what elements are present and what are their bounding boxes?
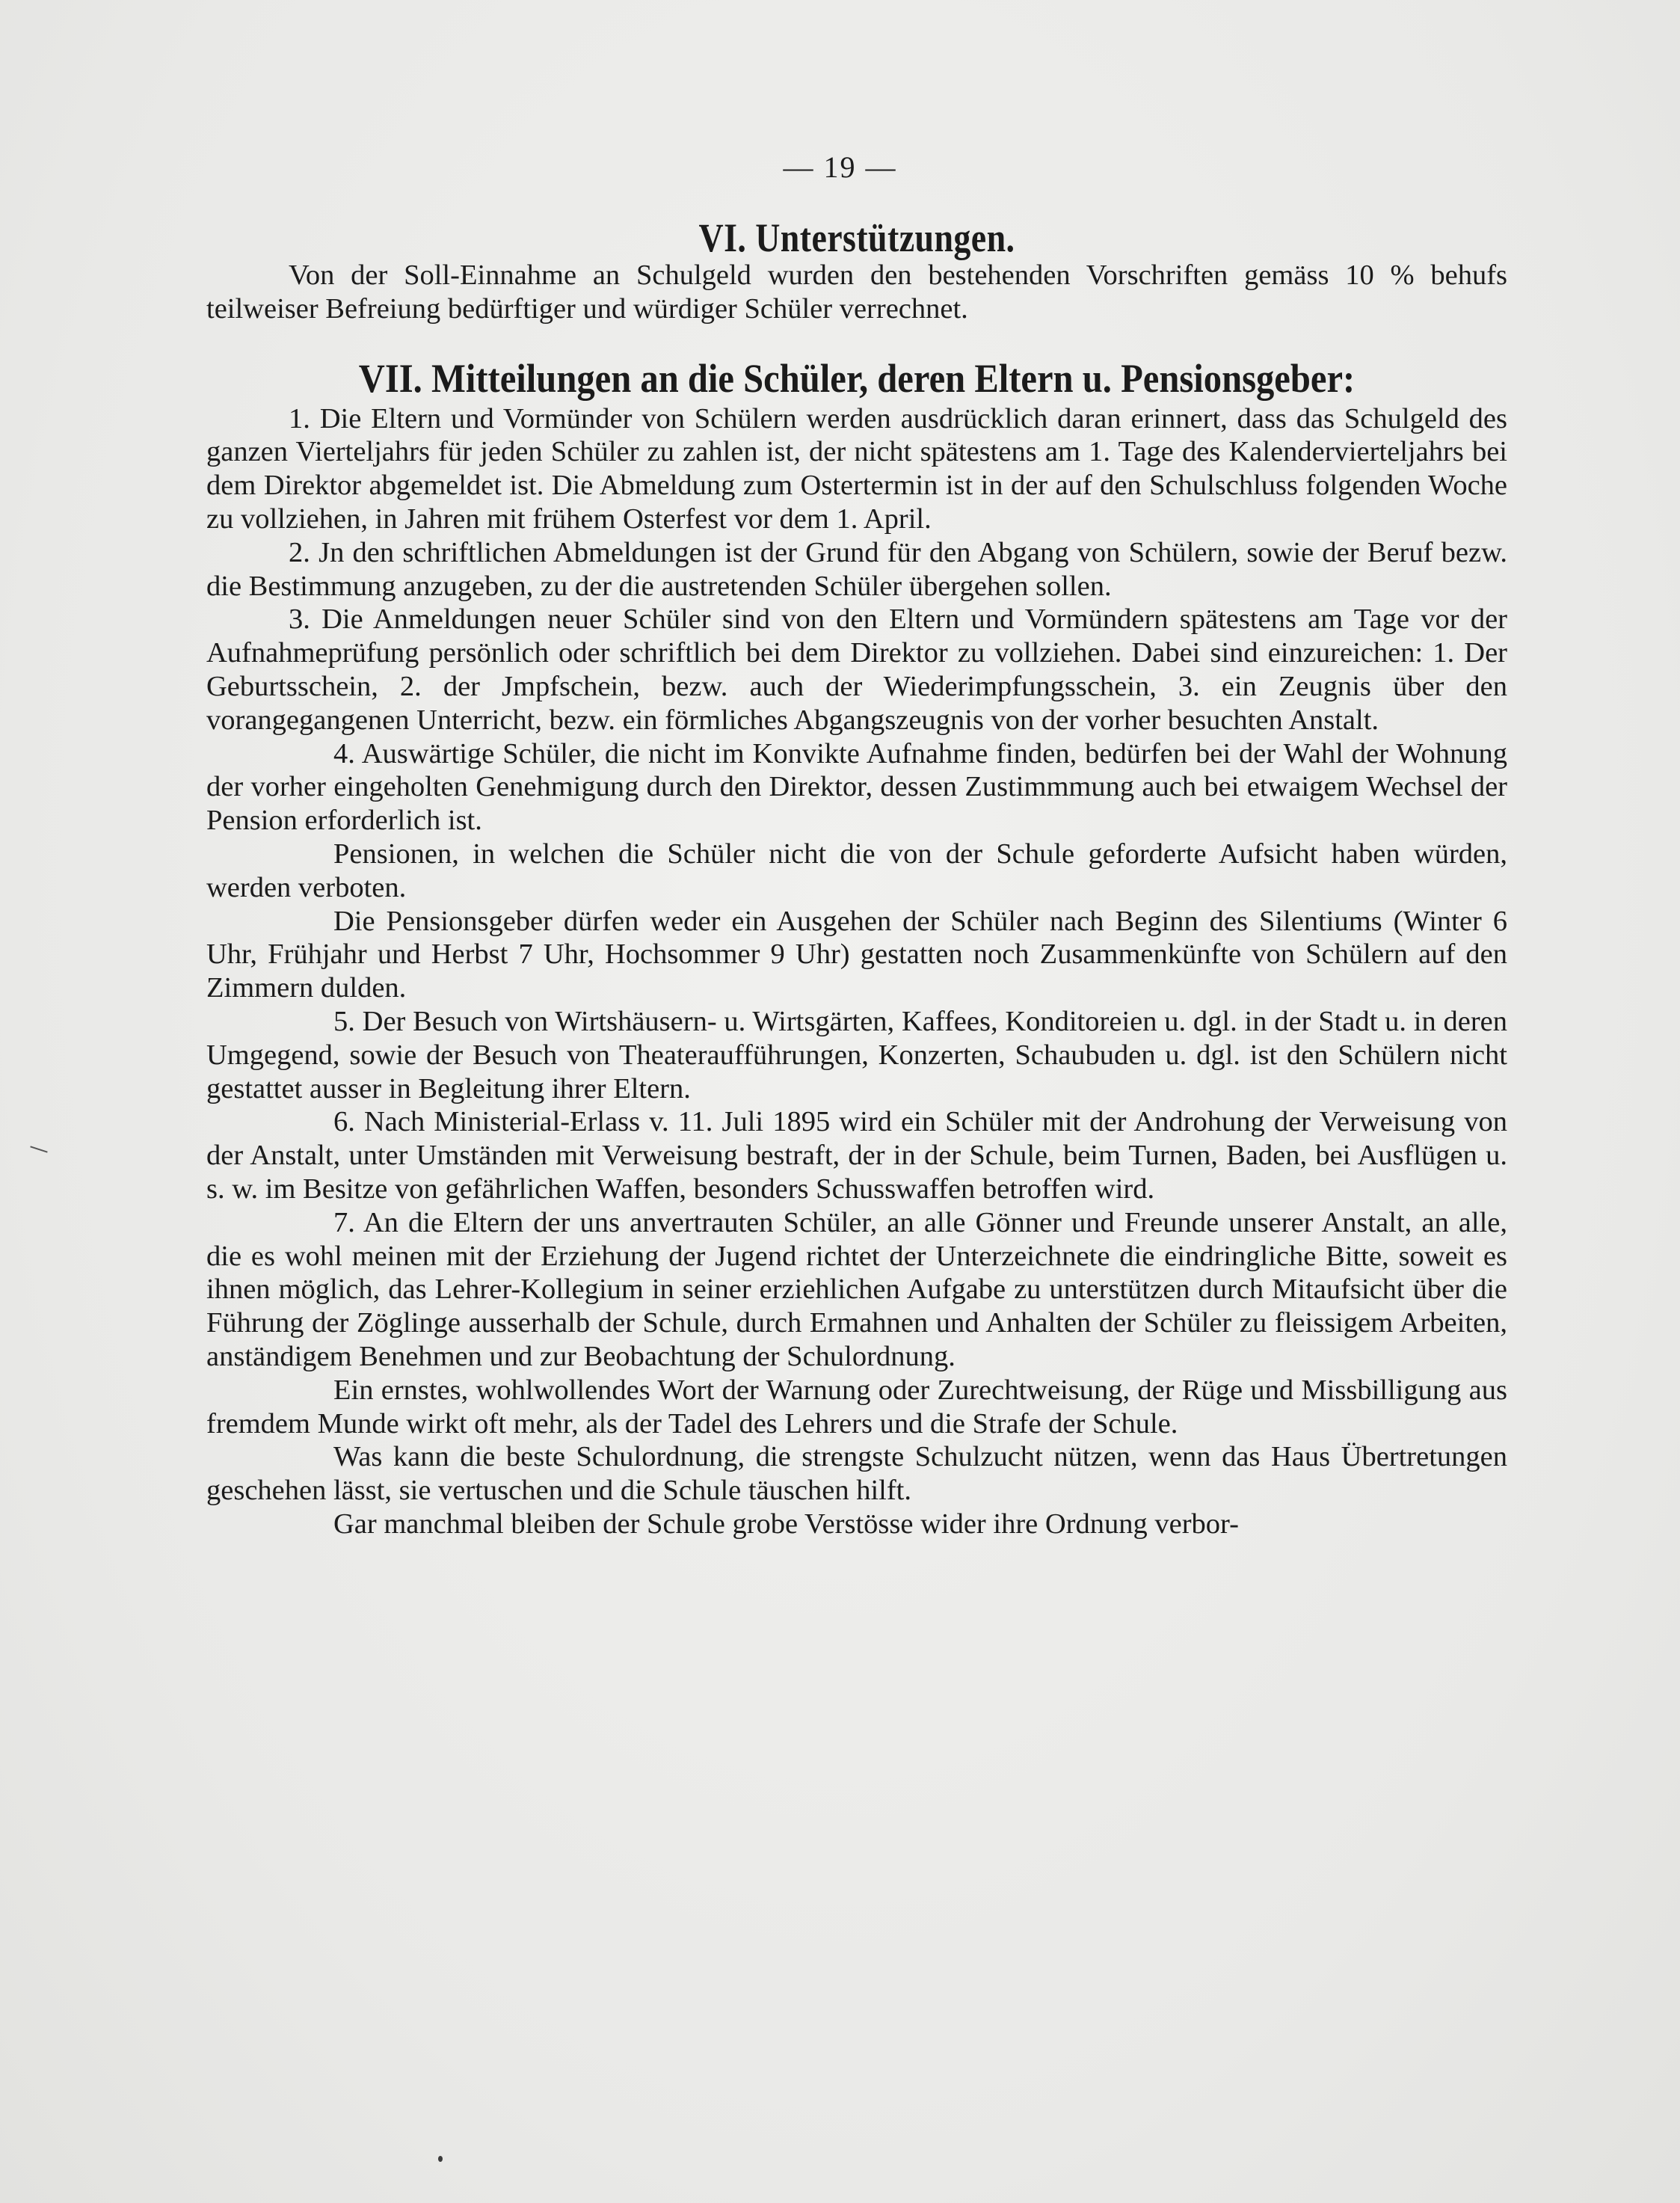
paragraph-item-4: 4. Auswärtige Schüler, die nicht im Konvikte Aufnahme finden, bedürfen bei der Wahl der Wohnung der vorher eingeholten Genehmigung durch den Direktor, dessen Zustimmmung auch bei etwaigem Wechsel der Pension erforderlich ist. xyxy=(206,737,1507,837)
section-vii-heading: VII. Mitteilungen an die Schüler, deren Eltern u. Pensionsgeber: xyxy=(358,355,1356,401)
paragraph-pensionen: Pensionen, in welchen die Schüler nicht die von der Schule geforderte Aufsicht haben würden, werden verboten. xyxy=(206,838,1507,903)
ink-speck xyxy=(438,2156,443,2162)
page-body xyxy=(206,217,1507,1541)
margin-mark xyxy=(30,1146,47,1152)
section-vi-paragraph: Von der Soll-Einnahme an Schulgeld wurden den bestehenden Vorschriften gemäss 10 % behufs teilweiser Befreiung bedürftiger und würdiger Schüler verrechnet. xyxy=(206,259,1507,325)
paragraph-item-3: 3. Die Anmeldungen neuer Schüler sind von den Eltern und Vormündern spätestens am Tage vor der Aufnahmeprüfung persönlich oder schriftlich bei dem Direktor zu vollziehen. Dabei sind einzureichen: 1. Der Geburtsschein, 2. der Jmpfschein, bezw. auch der Wiederimpfungsschein, 3. ein Zeugnis über den vorangegangenen Unterricht, bezw. ein förmliches Abgangszeugnis von der vorher besuchten Anstalt. xyxy=(206,603,1507,736)
paragraph-item-2: 2. Jn den schriftlichen Abmeldungen ist der Grund für den Abgang von Schülern, sowie der Beruf bezw. die Bestimmung anzugeben, zu der die austretenden Schüler übergehen sollen. xyxy=(206,536,1507,602)
paragraph-item-7: 7. An die Eltern der uns anvertrauten Schüler, an alle Gönner und Freunde unserer Anstalt, an alle, die es wohl meinen mit der Erziehung der Jugend richtet der Unterzeichnete die eindringliche Bitte, soweit es ihnen möglich, das Lehrer-Kollegium in seiner erziehlichen Aufgabe zu unterstützen durch Mitaufsicht über die Führung der Zöglinge ausserhalb der Schule, durch Ermahnen und Anhalten der Schüler zu fleissigem Arbeiten, anständigem Benehmen und zur Beobachtung der Schulordnung. xyxy=(206,1206,1507,1372)
section-vi-heading: VI. Unterstützungen. xyxy=(698,215,1015,260)
paragraph-item-6: 6. Nach Ministerial-Erlass v. 11. Juli 1895 wird ein Schüler mit der Androhung der Verweisung von der Anstalt, unter Umständen mit Verweisung bestraft, der in der Schule, beim Turnen, Baden, bei Ausflügen u. s. w. im Besitze von gefährlichen Waffen, besonders Schusswaffen betroffen wird. xyxy=(206,1106,1507,1205)
paragraph-continued: Gar manchmal bleiben der Schule grobe Verstösse wider ihre Ordnung verbor- xyxy=(333,1508,1239,1540)
paragraph-item-5: 5. Der Besuch von Wirtshäusern- u. Wirtsgärten, Kaffees, Konditoreien u. dgl. in der Stadt u. in deren Umgegend, sowie der Besuch von Theateraufführungen, Konzerten, Schaubuden u. dgl. ist den Schülern nicht gestattet ausser in Begleitung ihrer Eltern. xyxy=(206,1005,1507,1104)
paragraph-item-1: 1. Die Eltern und Vormünder von Schülern werden ausdrücklich daran erinnert, dass das Schulgeld des ganzen Vierteljahrs für jeden Schüler zu zahlen ist, der nicht spätestens am 1. Tage des Kalendervierteljahrs bei dem Direktor abgemeldet ist. Die Abmeldung zum Ostertermin ist in der auf den Schulschluss folgenden Woche zu vollziehen, in Jahren mit frühem Osterfest vor dem 1. April. xyxy=(206,402,1507,535)
paragraph-warning: Ein ernstes, wohlwollendes Wort der Warnung oder Zurechtweisung, der Rüge und Missbilligung aus fremdem Munde wirkt oft mehr, als der Tadel des Lehrers und die Strafe der Schule. xyxy=(206,1374,1507,1440)
page-number: — 19 — xyxy=(783,150,897,184)
paragraph-pensionsgeber: Die Pensionsgeber dürfen weder ein Ausgehen der Schüler nach Beginn des Silentiums (Winter 6 Uhr, Frühjahr und Herbst 7 Uhr, Hochsommer 9 Uhr) gestatten noch Zusammenkünfte von Schülern auf den Zimmern dulden. xyxy=(206,905,1507,1004)
paragraph-schulordnung: Was kann die beste Schulordnung, die strengste Schulzucht nützen, wenn das Haus Übertretungen geschehen lässt, sie vertuschen und die Schule täuschen hilft. xyxy=(206,1441,1507,1507)
